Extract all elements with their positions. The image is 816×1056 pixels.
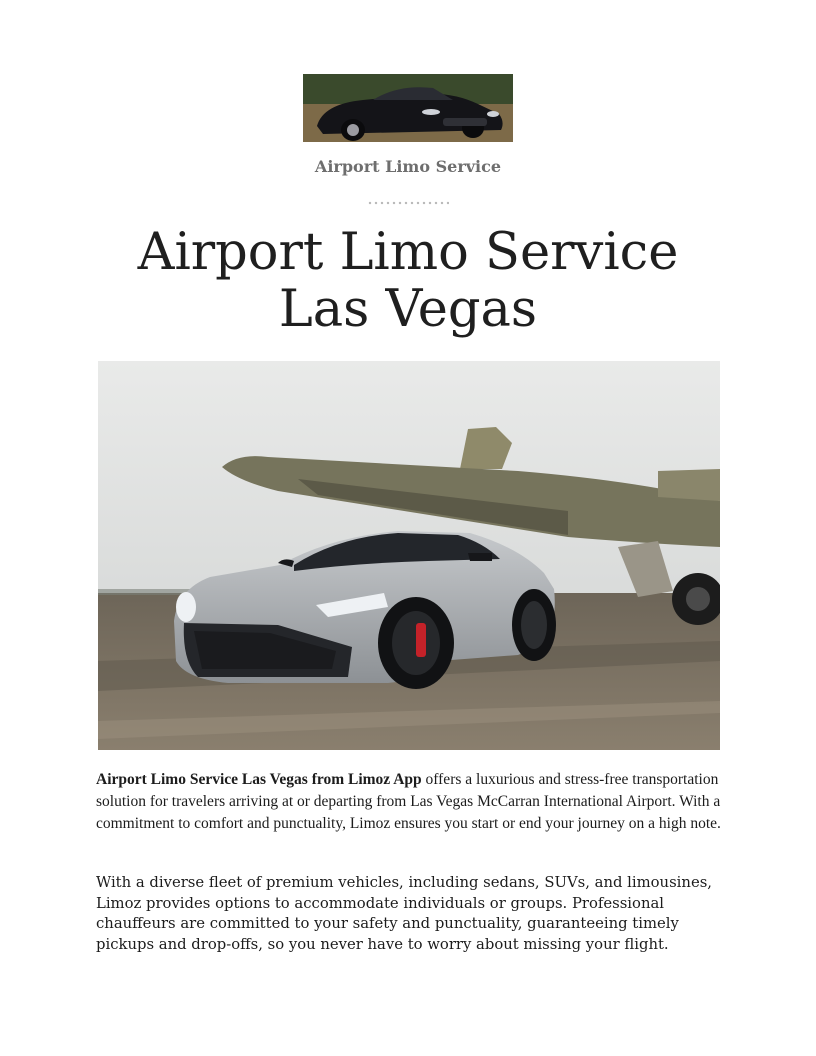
fleet-paragraph: With a diverse fleet of premium vehicles, including sedans, SUVs, and limousines, Limoz provides options to accommodate individuals or groups. Professional chauffeurs are committed to your safety and punctuality, guaranteeing timely pickups and drop-offs, so you never have to worry about missing your flight. <box>96 874 712 953</box>
logo-image[interactable] <box>303 74 513 142</box>
intro-lead-text: Airport Limo Service Las Vegas from Limoz App <box>96 771 422 788</box>
page-title-line-1: Airport Limo Service <box>137 223 679 282</box>
intro-paragraph <box>96 769 724 835</box>
page-title-line-2: Las Vegas <box>278 280 538 339</box>
site-name[interactable]: Airport Limo Service <box>314 157 502 176</box>
intro-body-text: offers a luxurious and stress-free transportation solution for travelers arriving at or departing from Las Vegas McCarran International Airport. With a commitment to comfort and punctuality, Limoz ensures you start or end your journey on a high note. <box>96 771 721 832</box>
car-and-plane-graphic <box>98 361 720 750</box>
dotted-divider <box>367 201 449 205</box>
car-logo-graphic <box>303 74 513 142</box>
hero-image <box>98 361 720 750</box>
page-title <box>0 224 816 338</box>
